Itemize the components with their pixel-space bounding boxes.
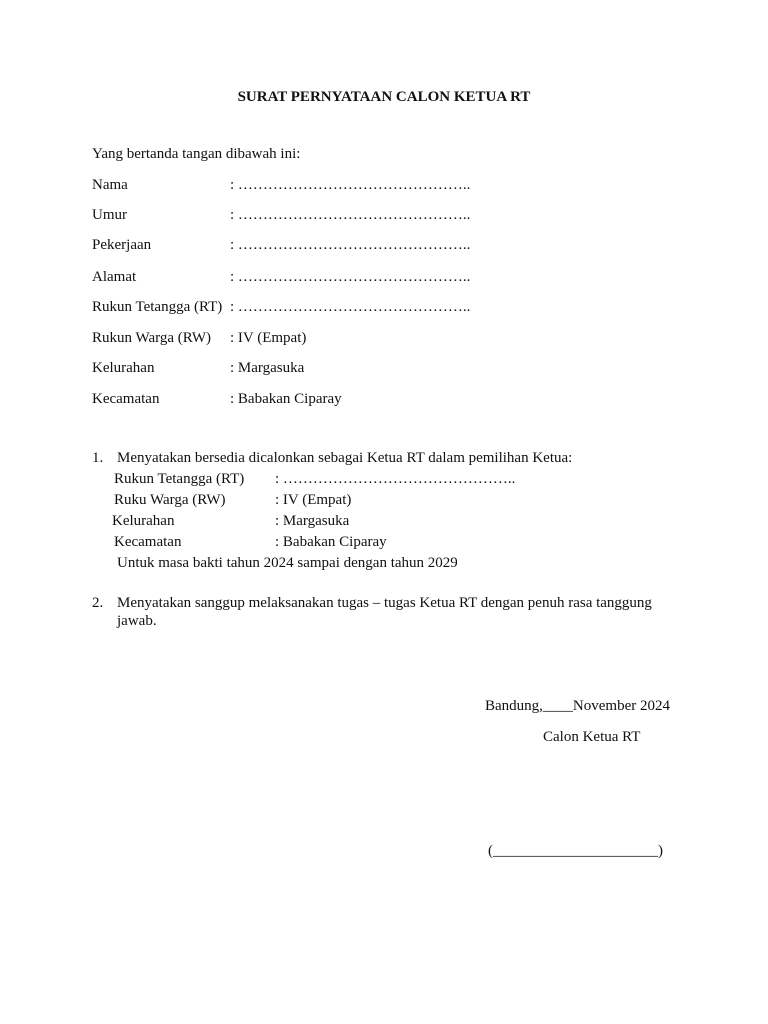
field-label-pekerjaan: Pekerjaan xyxy=(92,237,152,253)
item-1-sub-label-rt: Rukun Tetangga (RT) xyxy=(114,471,245,487)
field-value-alamat: : ……………………………………….. xyxy=(230,269,471,285)
field-label-umur: Umur xyxy=(92,207,127,223)
item-1-closing: Untuk masa bakti tahun 2024 sampai dengan tahun 2029 xyxy=(117,555,458,571)
field-label-kelurahan: Kelurahan xyxy=(92,360,155,376)
field-label-rw: Rukun Warga (RW) xyxy=(92,330,212,346)
item-1-sub-value-kelurahan: : Margasuka xyxy=(275,513,350,529)
item-1-number: 1. xyxy=(92,450,104,466)
signature-name-line: (______________________) xyxy=(488,843,663,859)
intro-text: Yang bertanda tangan dibawah ini: xyxy=(92,146,301,162)
document-title: SURAT PERNYATAAN CALON KETUA RT xyxy=(237,89,531,105)
item-1-sub-value-kecamatan: : Babakan Ciparay xyxy=(275,534,387,550)
field-value-rt: : ……………………………………….. xyxy=(230,299,471,315)
field-value-kecamatan: : Babakan Ciparay xyxy=(230,391,342,407)
field-value-nama: : ……………………………………….. xyxy=(230,177,471,193)
item-2-text-line1: Menyatakan sanggup melaksanakan tugas – tugas Ketua RT dengan penuh rasa tanggung xyxy=(117,595,652,611)
item-1-sub-label-kelurahan: Kelurahan xyxy=(112,513,175,529)
item-1-sub-value-rw: : IV (Empat) xyxy=(275,492,352,508)
field-label-alamat: Alamat xyxy=(92,269,137,285)
item-1-sub-label-kecamatan: Kecamatan xyxy=(114,534,182,550)
field-value-pekerjaan: : ……………………………………….. xyxy=(230,237,471,253)
field-label-rt: Rukun Tetangga (RT) xyxy=(92,299,223,315)
item-1-sub-label-rw: Ruku Warga (RW) xyxy=(114,492,226,508)
item-2-number: 2. xyxy=(92,595,104,611)
field-value-umur: : ……………………………………….. xyxy=(230,207,471,223)
field-label-nama: Nama xyxy=(92,177,128,193)
item-1-sub-value-rt: : ……………………………………….. xyxy=(275,471,516,487)
item-1-text: Menyatakan bersedia dicalonkan sebagai Ketua RT dalam pemilihan Ketua: xyxy=(117,450,573,466)
field-value-rw: : IV (Empat) xyxy=(230,330,307,346)
signature-role: Calon Ketua RT xyxy=(543,729,641,745)
item-2-text-line2: jawab. xyxy=(117,613,157,629)
signature-place-date: Bandung,____November 2024 xyxy=(485,698,670,714)
field-label-kecamatan: Kecamatan xyxy=(92,391,160,407)
field-value-kelurahan: : Margasuka xyxy=(230,360,305,376)
